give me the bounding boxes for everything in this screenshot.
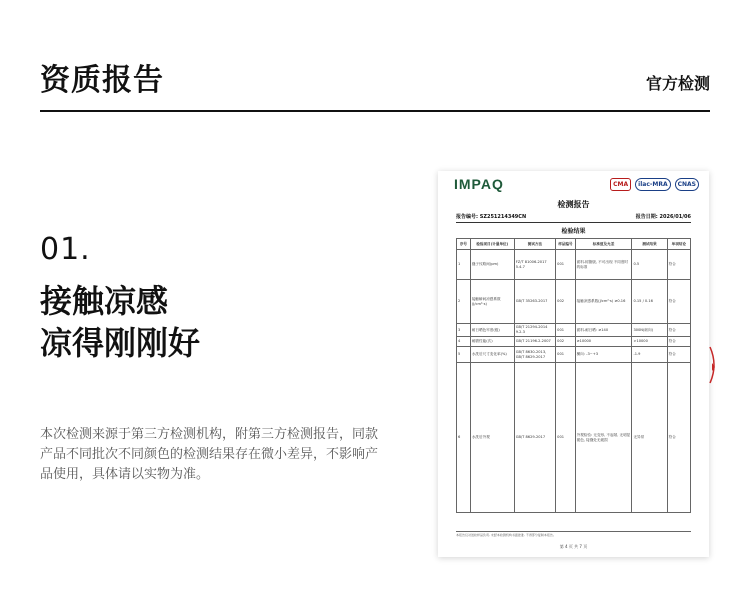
table-cell: 1 [457,250,471,280]
table-cell: FZ/T 81006-2017 5.4.7 [514,250,555,280]
table-cell: ≥10000 [575,337,632,347]
cnas-badge-icon: CNAS [675,178,699,191]
table-row [457,280,691,324]
table-cell: 300N(纵向) [632,324,667,337]
column-header: 单项结论 [667,239,690,250]
table-cell: GB/T 21294-2014 9.2.3 [514,324,555,337]
official-test-tag: 官方检测 [645,74,710,93]
table-cell: GB/T 8630-2013, GB/T 8629-2017 [514,347,555,363]
column-header: 序号 [457,239,471,250]
header-divider [40,110,710,112]
table-cell: 耐日晒色牢度(级) [470,324,514,337]
table-cell: 2 [457,280,471,324]
table-cell: GB/T 21196.2-2007 [514,337,555,347]
cma-badge-icon: CMA [610,178,631,191]
table-cell: GB/T 8629-2017 [514,363,555,513]
table-cell: >10000 [632,337,667,347]
table-row [457,324,691,337]
table-cell: 接触凉感系数(J/cm²·s) ≥0.16 [575,280,632,324]
table-row [457,337,691,347]
accreditation-badges [610,178,699,191]
table-cell: 4 [457,337,471,347]
table-cell: 横向: -3~+3 [575,347,632,363]
table-row [457,250,691,280]
table-cell: 3 [457,324,471,337]
table-row [457,363,691,513]
report-footer-note: 本报告仅对送检样品负责, 未经本检测机构书面批准, 不得部分复制本报告。 [456,531,691,537]
table-cell: 符合 [667,250,690,280]
table-cell: 水洗后尺寸变化率(%) [470,347,514,363]
headline-line-2: 凉得刚刚好 [40,324,201,362]
table-cell: 外观检验: 无变形, 不起皱, 无明显褪色, 接缝处无破损 [575,363,632,513]
red-stamp-icon [709,345,719,385]
table-row [457,347,691,363]
table-cell: 耐磨性能(次) [470,337,514,347]
table-cell: 无异常 [632,363,667,513]
section-number: 01. [40,232,91,267]
section-headline [40,280,200,364]
column-header: 样品编号 [556,239,575,250]
disclaimer-note: 本次检测来源于第三方检测机构，附第三方检测报告，同款产品不同批次不同颜色的检测结果存在微小差异，不影响产品使用，具体请以实物为准。 [40,427,379,482]
table-cell: 面料-耐日晒: ≥140 [575,324,632,337]
table-cell: 002 [556,337,575,347]
table-cell: 符合 [667,363,690,513]
column-header: 测试结果 [632,239,667,250]
table-cell: 符合 [667,347,690,363]
table-cell: 001 [556,363,575,513]
table-cell: 缝子纹路间(pm) [470,250,514,280]
table-cell: 0.5 [632,250,667,280]
table-cell: 符合 [667,280,690,324]
report-title: 检测报告 [557,200,590,209]
table-cell: 002 [556,280,575,324]
lab-logo: IMPAQ [454,176,504,192]
table-cell: 符合 [667,337,690,347]
table-cell: 符合 [667,324,690,337]
report-subtitle: 检验结果 [561,228,586,235]
table-cell: GB/T 35263-2017 [514,280,555,324]
column-header: 测试方法 [514,239,555,250]
table-header-row [457,239,691,250]
table-cell: 6 [457,363,471,513]
column-header: 检验项目(计量单位) [470,239,514,250]
table-cell: 001 [556,250,575,280]
report-page-number: 第 4 页 共 7 页 [559,544,588,549]
page-title: 资质报告 [40,63,164,98]
table-cell: 5 [457,347,471,363]
table-cell: 001 [556,324,575,337]
report-meta [456,213,691,223]
results-table [456,238,691,513]
table-cell: -1.9 [632,347,667,363]
table-cell: 0.15 / 0.16 [632,280,667,324]
table-cell: 接触瞬间凉感系数(J/cm²·s) [470,280,514,324]
headline-line-1: 接触凉感 [40,282,169,320]
ilac-badge-icon: ilac-MRA [635,178,670,191]
test-report-image [438,171,709,557]
report-date: 报告日期: 2026/01/06 [635,214,691,220]
table-cell: 水洗后外观 [470,363,514,513]
table-cell: 面料-树脂版, 不可出现 不同度时的标准 [575,250,632,280]
report-number: 报告编号: SZ251214349CN [456,214,527,220]
table-cell: 001 [556,347,575,363]
column-header: 标准值及允差 [575,239,632,250]
